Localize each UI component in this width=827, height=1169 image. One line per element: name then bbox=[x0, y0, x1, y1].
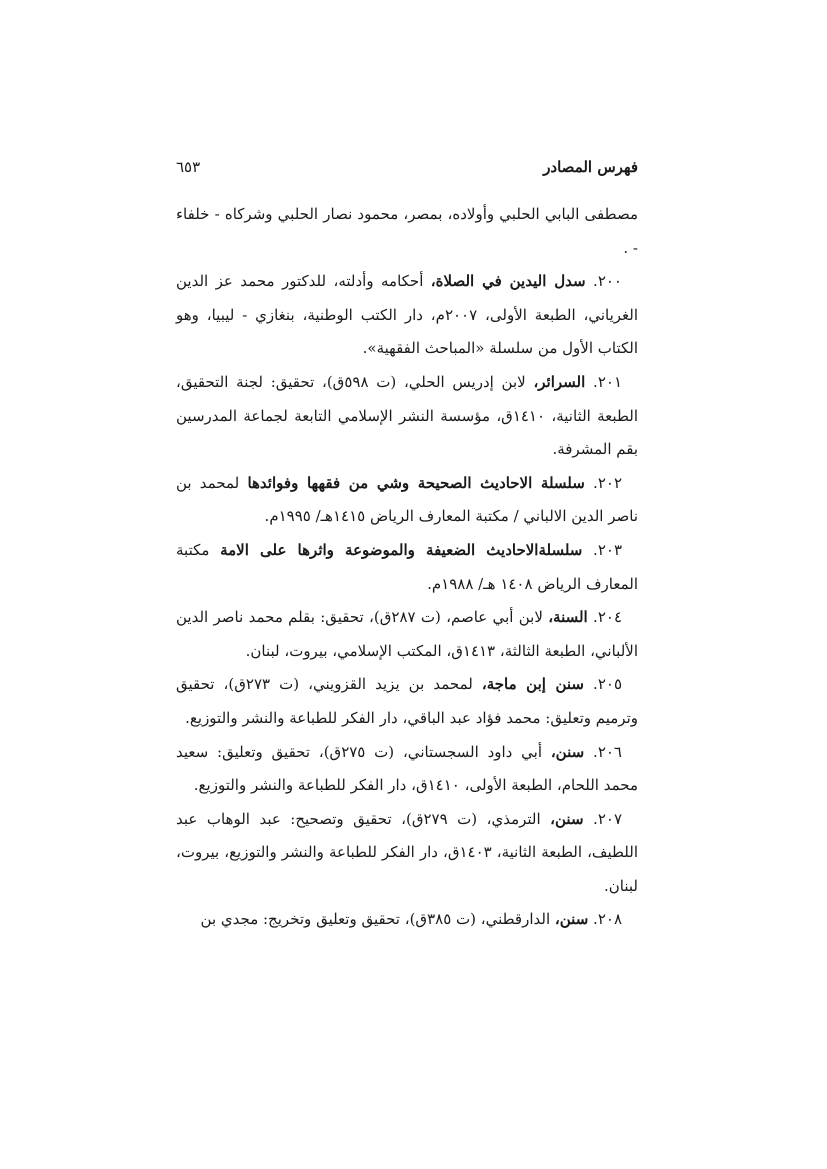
entry-text: لمحمد بن ناصر الدين الالباني / مكتبة المعارف الرياض ١٤١٥هـ/ ١٩٩٥م. bbox=[176, 473, 638, 526]
bibliography-entry bbox=[176, 366, 638, 467]
bibliography-list bbox=[176, 198, 638, 937]
page-number: ٦٥٣ bbox=[176, 158, 201, 176]
entry-number: ٢٠٨. bbox=[593, 910, 622, 929]
entry-title: السرائر، bbox=[533, 372, 586, 391]
entry-title: سنن، bbox=[554, 910, 589, 929]
entry-number: ٢٠١. bbox=[593, 372, 622, 391]
bibliography-entry bbox=[176, 668, 638, 735]
entry-number: ٢٠٣. bbox=[593, 540, 622, 559]
entry-text: الدارقطني، (ت ٣٨٥ق)، تحقيق وتعليق وتخريج: مجدي بن bbox=[200, 910, 555, 929]
bibliography-entry bbox=[176, 534, 638, 601]
entry-number: ٢٠٥. bbox=[593, 675, 622, 694]
bibliography-entry bbox=[176, 903, 638, 937]
bibliography-entry bbox=[176, 803, 638, 904]
entry-number: ٢٠٠. bbox=[593, 272, 622, 291]
entry-text: لابن إدريس الحلي، (ت ٥٩٨ق)، تحقيق: لجنة التحقيق، الطبعة الثانية، ١٤١٠ق، مؤسسة النشر الإسلامي التابعة لجماعة المدرسين بقم المشرفة. bbox=[176, 372, 638, 459]
bibliography-entry bbox=[176, 601, 638, 668]
entry-title: السنة، bbox=[548, 608, 588, 627]
entry-number: ٢٠٧. bbox=[593, 809, 622, 828]
entry-title: سنن، bbox=[550, 809, 584, 828]
entry-text: الترمذي، (ت ٢٧٩ق)، تحقيق وتصحيح: عبد الوهاب عبد اللطيف، الطبعة الثانية، ١٤٠٣ق، دار الفكر للطباعة والنشر والتوزيع، بيروت، لبنان. bbox=[176, 809, 638, 895]
running-header bbox=[176, 158, 638, 176]
entry-text: أحكامه وأدلته، للدكتور محمد عز الدين الغرياني، الطبعة الأولى، ٢٠٠٧م، دار الكتب الوطنية، بنغازي - ليبيا، وهو الكتاب الأول من سلسلة «المباحث الفقهية». bbox=[176, 272, 639, 358]
entry-text: لمحمد بن يزيد القزويني، (ت ٢٧٣ق)، تحقيق وترميم وتعليق: محمد فؤاد عبد الباقي، دار الفكر للطباعة والنشر والتوزيع. bbox=[176, 675, 638, 727]
continuation-text: مصطفى البابي الحلبي وأولاده، بمصر، محمود نصار الحلبي وشركاه - خلفاء - . bbox=[176, 205, 638, 257]
entry-title: سدل اليدين في الصلاة، bbox=[430, 272, 586, 291]
entry-number: ٢٠٦. bbox=[593, 742, 622, 761]
entry-text: لابن أبي عاصم، (ت ٢٨٧ق)، تحقيق: بقلم محمد ناصر الدين الألباني، الطبعة الثالثة، ١٤١٣ق، المكتب الإسلامي، بيروت، لبنان. bbox=[176, 608, 638, 660]
bibliography-entry bbox=[176, 265, 638, 366]
bibliography-entry bbox=[176, 467, 638, 534]
section-title: فهرس المصادر bbox=[543, 158, 638, 176]
entry-title: سنن، bbox=[550, 742, 585, 761]
entry-title: سلسلةالاحاديث الضعيفة والموضوعة واثرها على الامة bbox=[220, 540, 583, 559]
entry-title: سلسلة الاحاديث الصحيحة وشي من فقهها وفوائدها bbox=[247, 473, 585, 492]
bibliography-entry bbox=[176, 736, 638, 803]
entry-title: سنن إبن ماجة، bbox=[481, 675, 584, 694]
entry-number: ٢٠٤. bbox=[593, 608, 622, 627]
entry-text: مكتبة المعارف الرياض ١٤٠٨ هـ/ ١٩٨٨م. bbox=[176, 540, 638, 593]
entry-number: ٢٠٢. bbox=[593, 473, 622, 492]
entry-text: أبي داود السجستاني، (ت ٢٧٥ق)، تحقيق وتعليق: سعيد محمد اللحام، الطبعة الأولى، ١٤١٠ق، دار الفكر للطباعة والنشر والتوزيع. bbox=[176, 742, 638, 795]
